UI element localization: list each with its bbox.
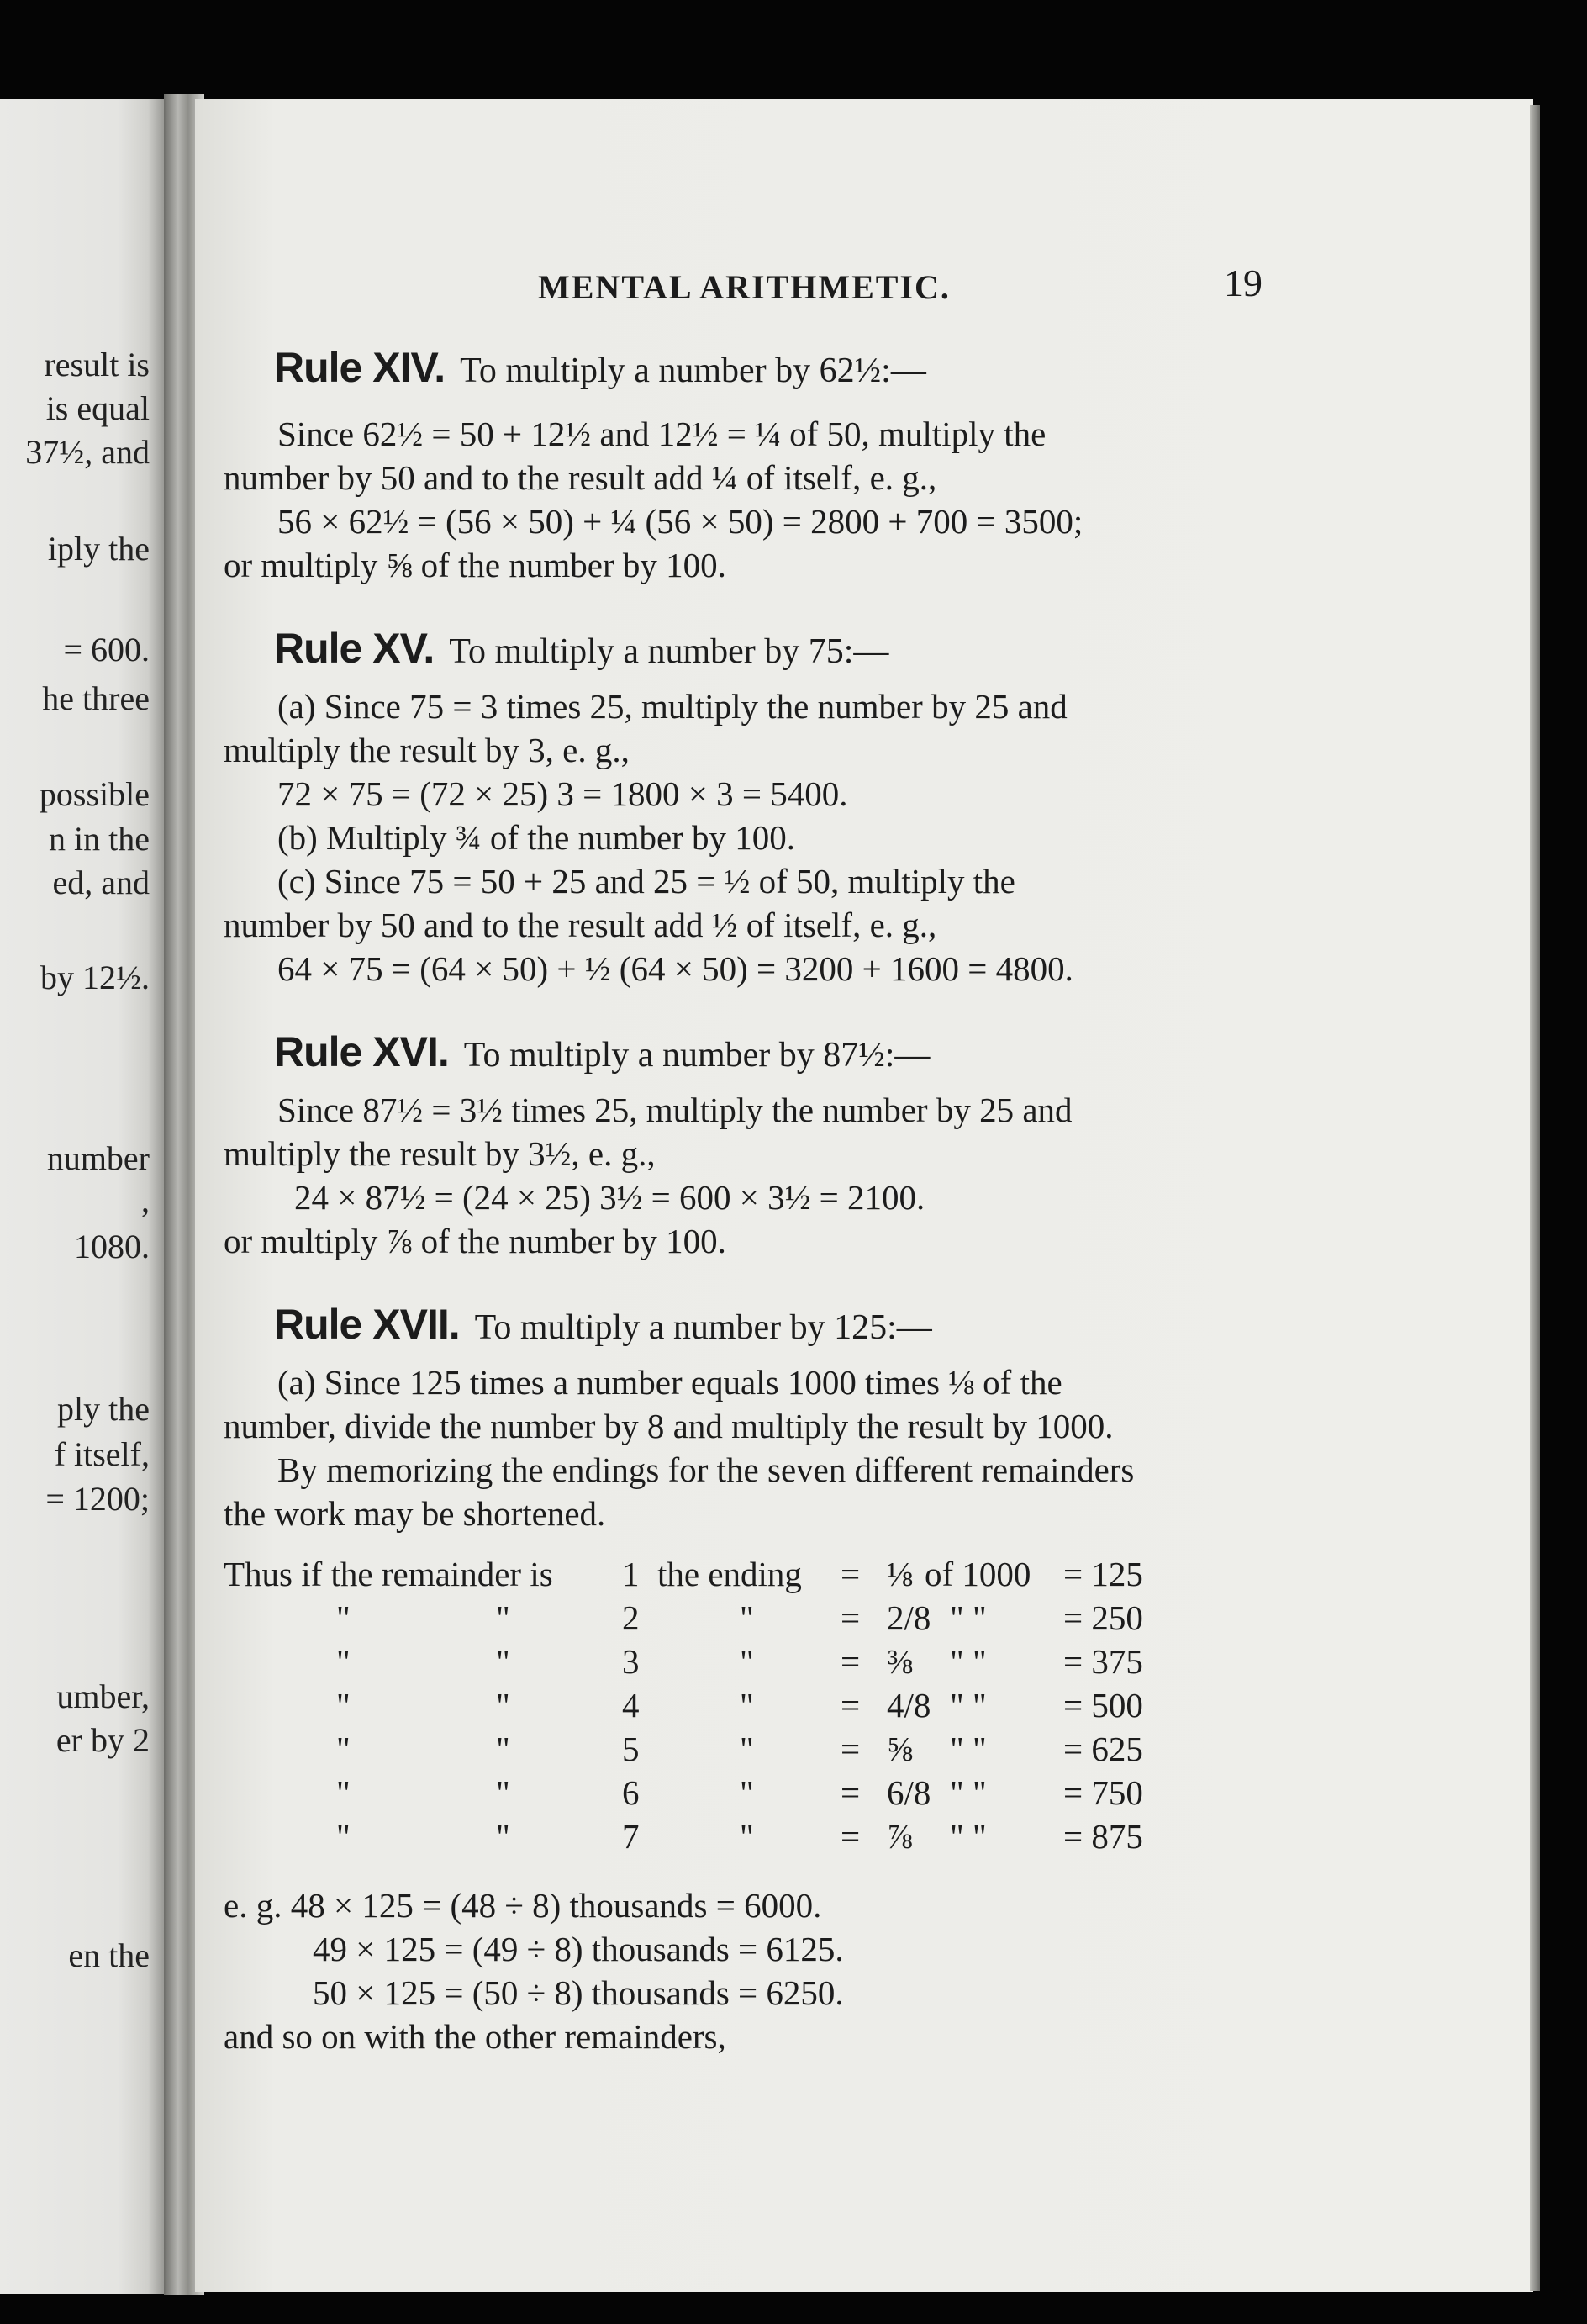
table-remainder: 4 (622, 1686, 640, 1725)
left-page-line: 1080. (74, 1228, 150, 1265)
rule-xiv-heading (274, 343, 926, 392)
table-equals: = (841, 1773, 861, 1812)
rule-title: Rule XVI. (274, 1028, 449, 1075)
left-page-line: umber, (56, 1677, 150, 1715)
text-line: (c) Since 75 = 50 + 25 and 25 = ½ of 50, multiply the (277, 862, 1015, 901)
text-line: (b) Multiply ¾ of the number by 100. (277, 818, 796, 857)
left-page-fragment (0, 99, 168, 2294)
rule-intro: To multiply a number by 75:— (449, 632, 889, 671)
example-line: 49 × 125 = (49 ÷ 8) thousands = 6125. (313, 1930, 844, 1968)
text-line: number by 50 and to the result add ¼ of itself, e. g., (224, 458, 937, 497)
text-line: the work may be shortened. (224, 1494, 606, 1533)
rule-title: Rule XVII. (274, 1301, 460, 1348)
table-first-label: Thus if the remainder is (224, 1555, 553, 1593)
text-line: multiply the result by 3½, e. g., (224, 1134, 656, 1173)
text-line: 64 × 75 = (64 × 50) + ½ (64 × 50) = 3200 + 1600 = 4800. (277, 949, 1073, 988)
example-line: e. g. 48 × 125 = (48 ÷ 8) thousands = 6000. (224, 1886, 822, 1925)
left-page-line: ed, and (52, 864, 150, 901)
table-result: = 625 (1063, 1730, 1143, 1768)
left-page-line: possible (39, 775, 150, 813)
table-result: = 875 (1063, 1817, 1143, 1856)
text-line: 24 × 87½ = (24 × 25) 3½ = 600 × 3½ = 2100. (294, 1178, 925, 1217)
table-fraction: ⅜ (887, 1642, 913, 1681)
table-of: of 1000 (925, 1555, 1031, 1593)
table-fraction: ⅛ (887, 1555, 913, 1593)
text-line: or multiply ⅞ of the number by 100. (224, 1222, 726, 1260)
left-page-line: 37½, and (25, 433, 150, 471)
text-line: 56 × 62½ = (56 × 50) + ¼ (56 × 50) = 2800 + 700 = 3500; (277, 502, 1083, 541)
ditto-mark: " (496, 1686, 510, 1725)
table-equals: = (841, 1686, 861, 1725)
table-fraction: ⅞ (887, 1817, 913, 1856)
ditto-mark: " (496, 1730, 510, 1768)
rule-intro: To multiply a number by 125:— (474, 1308, 932, 1347)
left-page-line: f itself, (54, 1435, 150, 1473)
text-line: number by 50 and to the result add ½ of itself, e. g., (224, 906, 937, 944)
left-page-line: er by 2 (55, 1721, 150, 1759)
text-line: multiply the result by 3, e. g., (224, 731, 630, 769)
table-result: = 125 (1063, 1555, 1143, 1593)
text-line: (a) Since 125 times a number equals 1000 times ⅛ of the (277, 1363, 1062, 1402)
left-page-line: n in the (49, 820, 150, 858)
ditto-mark: " (336, 1686, 351, 1725)
table-fraction: ⅝ (887, 1730, 913, 1768)
ditto-mark: " (336, 1817, 351, 1856)
left-page-line: = 1200; (45, 1480, 150, 1518)
table-of: " " (950, 1730, 987, 1768)
ditto-mark: " (740, 1773, 754, 1812)
table-of: " " (950, 1773, 987, 1812)
text-line: Since 62½ = 50 + 12½ and 12½ = ¼ of 50, multiply the (277, 415, 1047, 453)
table-remainder: 1 (622, 1555, 640, 1593)
text-line: number, divide the number by 8 and multiply the result by 1000. (224, 1407, 1114, 1445)
text-line: By memorizing the endings for the seven different remainders (277, 1450, 1135, 1489)
table-equals: = (841, 1730, 861, 1768)
table-result: = 500 (1063, 1686, 1143, 1725)
table-ending-label: the ending (657, 1555, 802, 1593)
ditto-mark: " (496, 1773, 510, 1812)
table-remainder: 7 (622, 1817, 640, 1856)
text-line: 72 × 75 = (72 × 25) 3 = 1800 × 3 = 5400. (277, 774, 848, 813)
left-page-line: he three (42, 679, 150, 717)
rule-title: Rule XV. (274, 625, 435, 672)
rule-intro: To multiply a number by 87½:— (463, 1036, 931, 1075)
table-remainder: 3 (622, 1642, 640, 1681)
left-page-line: , (141, 1181, 150, 1219)
table-of: " " (950, 1817, 987, 1856)
table-equals: = (841, 1598, 861, 1637)
table-equals: = (841, 1817, 861, 1856)
ditto-mark: " (496, 1817, 510, 1856)
ditto-mark: " (336, 1598, 351, 1637)
ditto-mark: " (496, 1642, 510, 1681)
left-page-line: by 12½. (40, 959, 150, 996)
table-result: = 750 (1063, 1773, 1143, 1812)
ditto-mark: " (336, 1642, 351, 1681)
ditto-mark: " (740, 1598, 754, 1637)
table-result: = 250 (1063, 1598, 1143, 1637)
table-fraction: 4/8 (887, 1686, 931, 1725)
table-remainder: 6 (622, 1773, 640, 1812)
ditto-mark: " (336, 1730, 351, 1768)
table-fraction: 2/8 (887, 1598, 931, 1637)
left-page-line: = 600. (63, 631, 150, 668)
page-edge-shadow (1530, 105, 1540, 2291)
text-line: (a) Since 75 = 3 times 25, multiply the number by 25 and (277, 687, 1068, 726)
rule-xvi-heading (274, 1027, 930, 1076)
table-fraction: 6/8 (887, 1773, 931, 1812)
ditto-mark: " (740, 1642, 754, 1681)
ditto-mark: " (740, 1686, 754, 1725)
table-remainder: 2 (622, 1598, 640, 1637)
left-page-line: number (46, 1139, 150, 1177)
table-of: " " (950, 1642, 987, 1681)
ditto-mark: " (496, 1598, 510, 1637)
rule-xv-heading (274, 624, 888, 673)
left-page-line: is equal (45, 389, 150, 427)
table-of: " " (950, 1686, 987, 1725)
left-page-line: result is (44, 346, 150, 383)
page-number: 19 (1224, 261, 1263, 304)
rule-title: Rule XIV. (274, 344, 446, 391)
table-result: = 375 (1063, 1642, 1143, 1681)
text-line: Since 87½ = 3½ times 25, multiply the number by 25 and (277, 1091, 1073, 1129)
rule-intro: To multiply a number by 62½:— (460, 351, 926, 390)
table-of: " " (950, 1598, 987, 1637)
text-line: or multiply ⅝ of the number by 100. (224, 546, 726, 584)
running-head: MENTAL ARITHMETIC. (538, 268, 951, 306)
table-equals: = (841, 1555, 861, 1593)
rule-xvii-heading (274, 1300, 932, 1349)
table-remainder: 5 (622, 1730, 640, 1768)
ditto-mark: " (740, 1817, 754, 1856)
ditto-mark: " (740, 1730, 754, 1768)
left-page-line: iply the (47, 530, 150, 568)
example-line: 50 × 125 = (50 ÷ 8) thousands = 6250. (313, 1973, 844, 2012)
example-line: and so on with the other remainders, (224, 2017, 726, 2056)
ditto-mark: " (336, 1773, 351, 1812)
left-page-line: en the (68, 1936, 150, 1974)
table-equals: = (841, 1642, 861, 1681)
left-page-line: ply the (57, 1390, 150, 1428)
